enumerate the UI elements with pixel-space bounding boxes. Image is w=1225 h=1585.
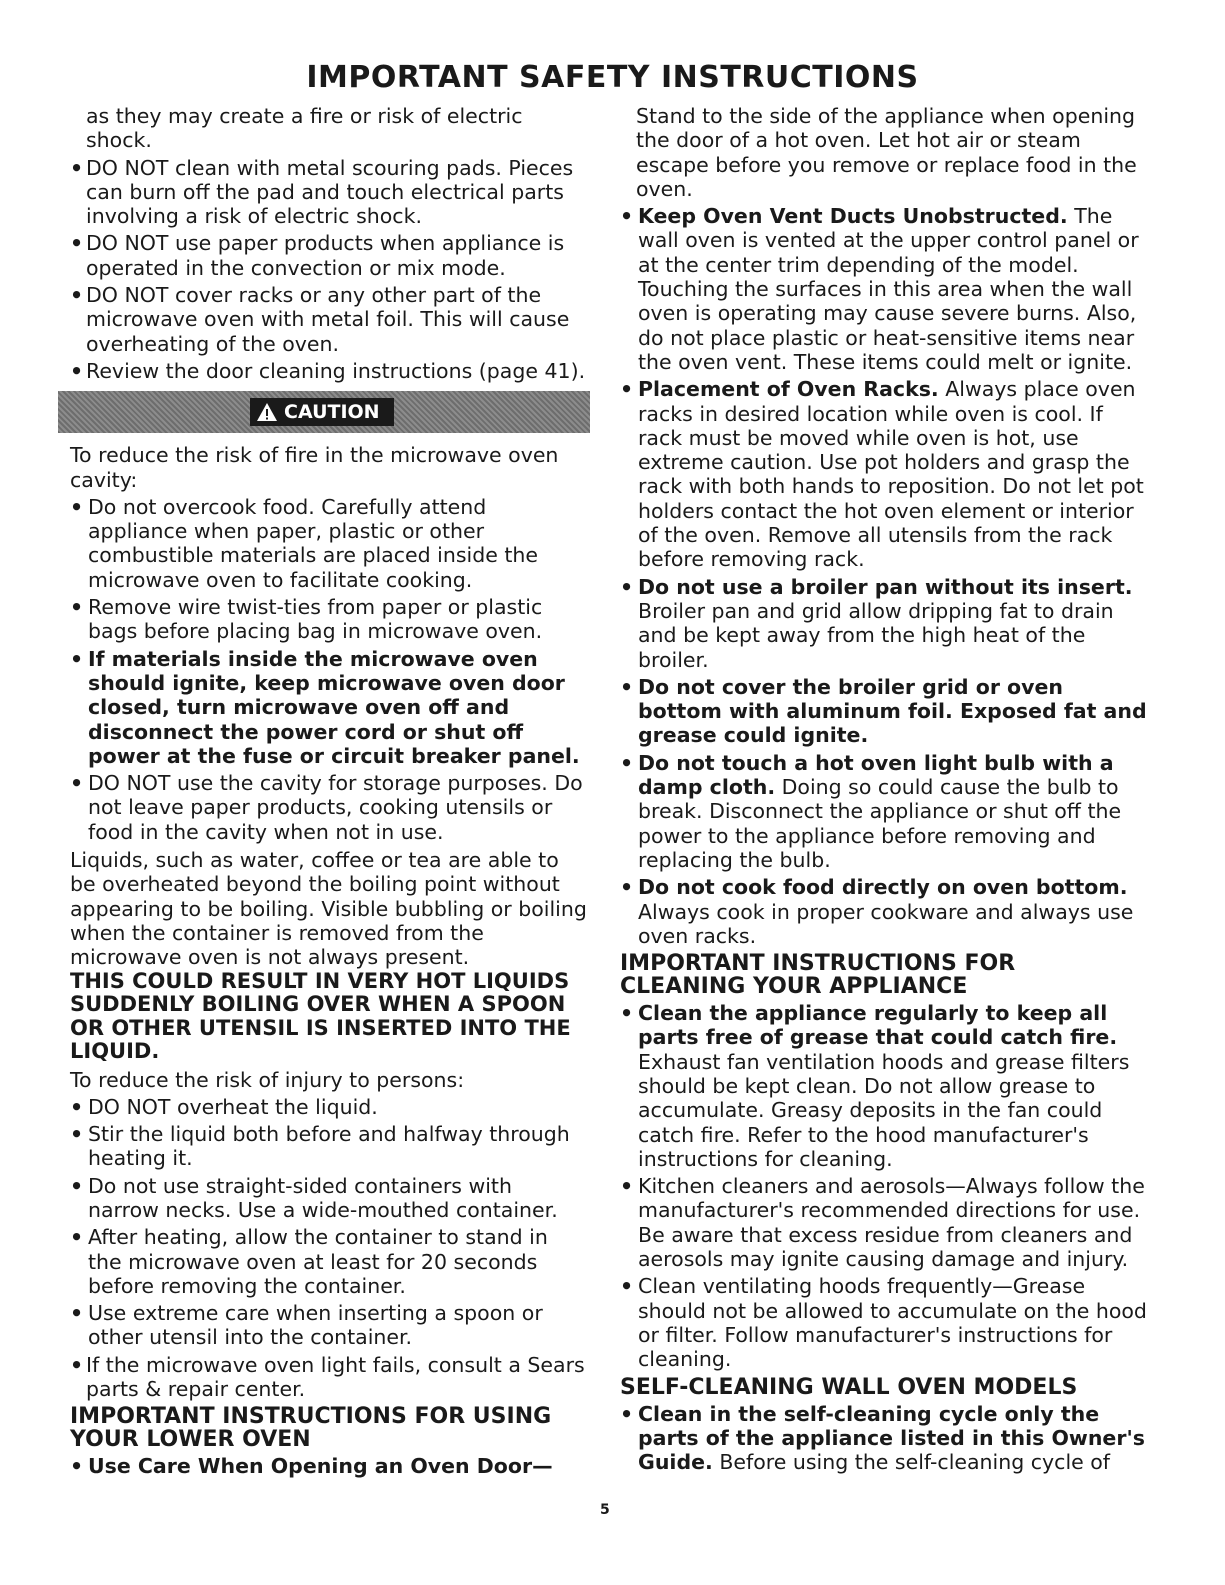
list-item: • Kitchen cleaners and aerosols—Always follow the manufacturer's recommended directions for use. Be aware that excess residue from cleaners and aerosols may ignite causing damage and injury. — [620, 1174, 1145, 1272]
bullet-icon: • — [70, 1352, 84, 1377]
bullet-icon: • — [70, 494, 84, 519]
intro-paragraph: as they may create a fire or risk of electric shock. — [86, 104, 523, 153]
caution-banner — [58, 391, 590, 433]
injury-intro: To reduce the risk of injury to persons: — [70, 1067, 465, 1092]
list-item: • DO NOT use paper products when appliance is operated in the convection or mix mode. — [70, 231, 565, 280]
bullet-icon: • — [70, 1454, 84, 1479]
list-item: • Do not overcook food. Carefully attend appliance when paper, plastic or other combustible materials are placed inside the microwave oven to facilitate cooking. — [70, 494, 538, 592]
list-item: • If materials inside the microwave oven should ignite, keep microwave oven door closed, turn microwave oven off and disconnect the power cord or shut off power at the fuse or circuit breaker panel. — [70, 646, 580, 768]
list-item: • Keep Oven Vent Ducts Unobstructed. The wall oven is vented at the upper control panel or at the center trim depending of the model. Touching the surfaces in this area when the wall oven is operating may cause severe burns. Also, do not place plastic or heat-sensitive items near the oven vent. These items could melt or ignite. — [620, 204, 1139, 374]
list-item: • Do not touch a hot oven light bulb with a damp cloth. Doing so could cause the bulb to break. Disconnect the appliance or shut off the power to the appliance before removing and replacing the bulb. — [620, 750, 1122, 872]
bullet-icon: • — [620, 377, 634, 402]
list-item: • Use extreme care when inserting a spoon or other utensil into the container. — [70, 1301, 543, 1350]
warning-icon — [256, 402, 278, 422]
list-item: • Stir the liquid both before and halfway through heating it. — [70, 1122, 570, 1171]
bullet-icon: • — [70, 646, 84, 671]
bullet-icon: • — [620, 750, 634, 775]
list-item: • Do not cover the broiler grid or oven bottom with aluminum foil. Exposed fat and grease could ignite. — [620, 674, 1147, 748]
section-heading: SELF-CLEANING WALL OVEN MODELS — [620, 1374, 1078, 1400]
bullet-icon: • — [70, 231, 84, 256]
bullet-icon: • — [620, 574, 634, 599]
liquids-paragraph: Liquids, such as water, coffee or tea are able to be overheated beyond the boiling point without appearing to be boiling. Visible bubbling or boiling when the container is removed from the microwave oven is not always present. — [70, 848, 587, 970]
warning-text: THIS COULD RESULT IN VERY HOT LIQUIDS SUDDENLY BOILING OVER WHEN A SPOON OR OTHER UTENSIL IS INSERTED INTO THE LIQUID. — [70, 968, 571, 1063]
page-title: IMPORTANT SAFETY INSTRUCTIONS — [306, 60, 919, 95]
continued-paragraph: Stand to the side of the appliance when opening the door of a hot oven. Let hot air or steam escape before you remove or replace food in the oven. — [636, 104, 1137, 201]
bullet-icon: • — [70, 1173, 84, 1198]
bullet-icon: • — [620, 1001, 634, 1026]
list-item: • Do not cook food directly on oven bottom. Always cook in proper cookware and always use oven racks. — [620, 875, 1134, 948]
section-heading: IMPORTANT INSTRUCTIONS FOR USING YOUR LOWER OVEN — [70, 1404, 552, 1453]
bullet-icon: • — [70, 358, 84, 383]
list-item: • DO NOT use the cavity for storage purposes. Do not leave paper products, cooking utensils or food in the cavity when not in use. — [70, 771, 583, 844]
section-heading: IMPORTANT INSTRUCTIONS FOR CLEANING YOUR APPLIANCE — [620, 951, 1016, 1000]
caution-intro: To reduce the risk of fire in the microwave oven cavity: — [70, 443, 559, 492]
list-item: • If the microwave oven light fails, consult a Sears parts & repair center. — [70, 1352, 585, 1402]
bullet-icon: • — [70, 1225, 84, 1250]
bullet-icon: • — [620, 1274, 634, 1299]
page-number: 5 — [600, 1502, 610, 1518]
bullet-icon: • — [70, 1094, 84, 1119]
bullet-icon: • — [620, 1174, 634, 1199]
bullet-icon: • — [620, 204, 634, 229]
list-item: • Do not use straight-sided containers with narrow necks. Use a wide-mouthed container. — [70, 1173, 558, 1222]
list-item: • DO NOT clean with metal scouring pads. Pieces can burn off the pad and touch electrical parts involving a risk of electric shock. — [70, 155, 574, 229]
list-item: • Use Care When Opening an Oven Door— — [70, 1454, 553, 1479]
bullet-icon: • — [620, 674, 634, 699]
bullet-icon: • — [70, 771, 84, 796]
list-item: • Do not use a broiler pan without its insert. Broiler pan and grid allow dripping fat to drain and be kept away from the high heat of the broiler. — [620, 574, 1133, 672]
bullet-icon: • — [70, 595, 84, 620]
list-item: • DO NOT cover racks or any other part of the microwave oven with metal foil. This will cause overheating of the oven. — [70, 283, 570, 356]
left-column — [70, 104, 588, 1479]
bullet-icon: • — [70, 283, 84, 308]
bullet-icon: • — [70, 1301, 84, 1326]
list-item: • Review the door cleaning instructions (page 41). — [70, 358, 586, 383]
list-item: • Clean the appliance regularly to keep all parts free of grease that could catch fire. Exhaust fan ventilation hoods and grease filters should be kept clean. Do not allow grease to accumulate. Greasy deposits in the fan could catch fire. Refer to the hood manufacturer's instructions for cleaning. — [620, 1001, 1130, 1171]
bullet-icon: • — [620, 1401, 634, 1426]
list-item: • Remove wire twist-ties from paper or plastic bags before placing bag in microwave oven. — [70, 595, 543, 644]
list-item: • After heating, allow the container to stand in the microwave oven at least for 20 seconds before removing the container. — [70, 1225, 548, 1298]
bullet-icon: • — [70, 155, 84, 180]
caution-label: CAUTION — [250, 398, 394, 426]
bullet-icon: • — [70, 1122, 84, 1147]
list-item: • Clean ventilating hoods frequently—Grease should not be allowed to accumulate on the hood or filter. Follow manufacturer's instructions for cleaning. — [620, 1274, 1147, 1372]
list-item: • DO NOT overheat the liquid. — [70, 1094, 378, 1119]
list-item: • Placement of Oven Racks. Always place oven racks in desired location while oven is cool. If rack must be moved while oven is hot, use extreme caution. Use pot holders and grasp the rack with both hands to reposition. Do not let pot holders contact the hot oven element or interior of the oven. Remove all utensils from the rack before removing rack. — [620, 377, 1144, 572]
list-item: • Clean in the self-cleaning cycle only the parts of the appliance listed in this Owner's Guide. Before using the self-cleaning cycle of — [620, 1401, 1145, 1475]
bullet-icon: • — [620, 875, 634, 900]
right-column — [620, 104, 1148, 1474]
